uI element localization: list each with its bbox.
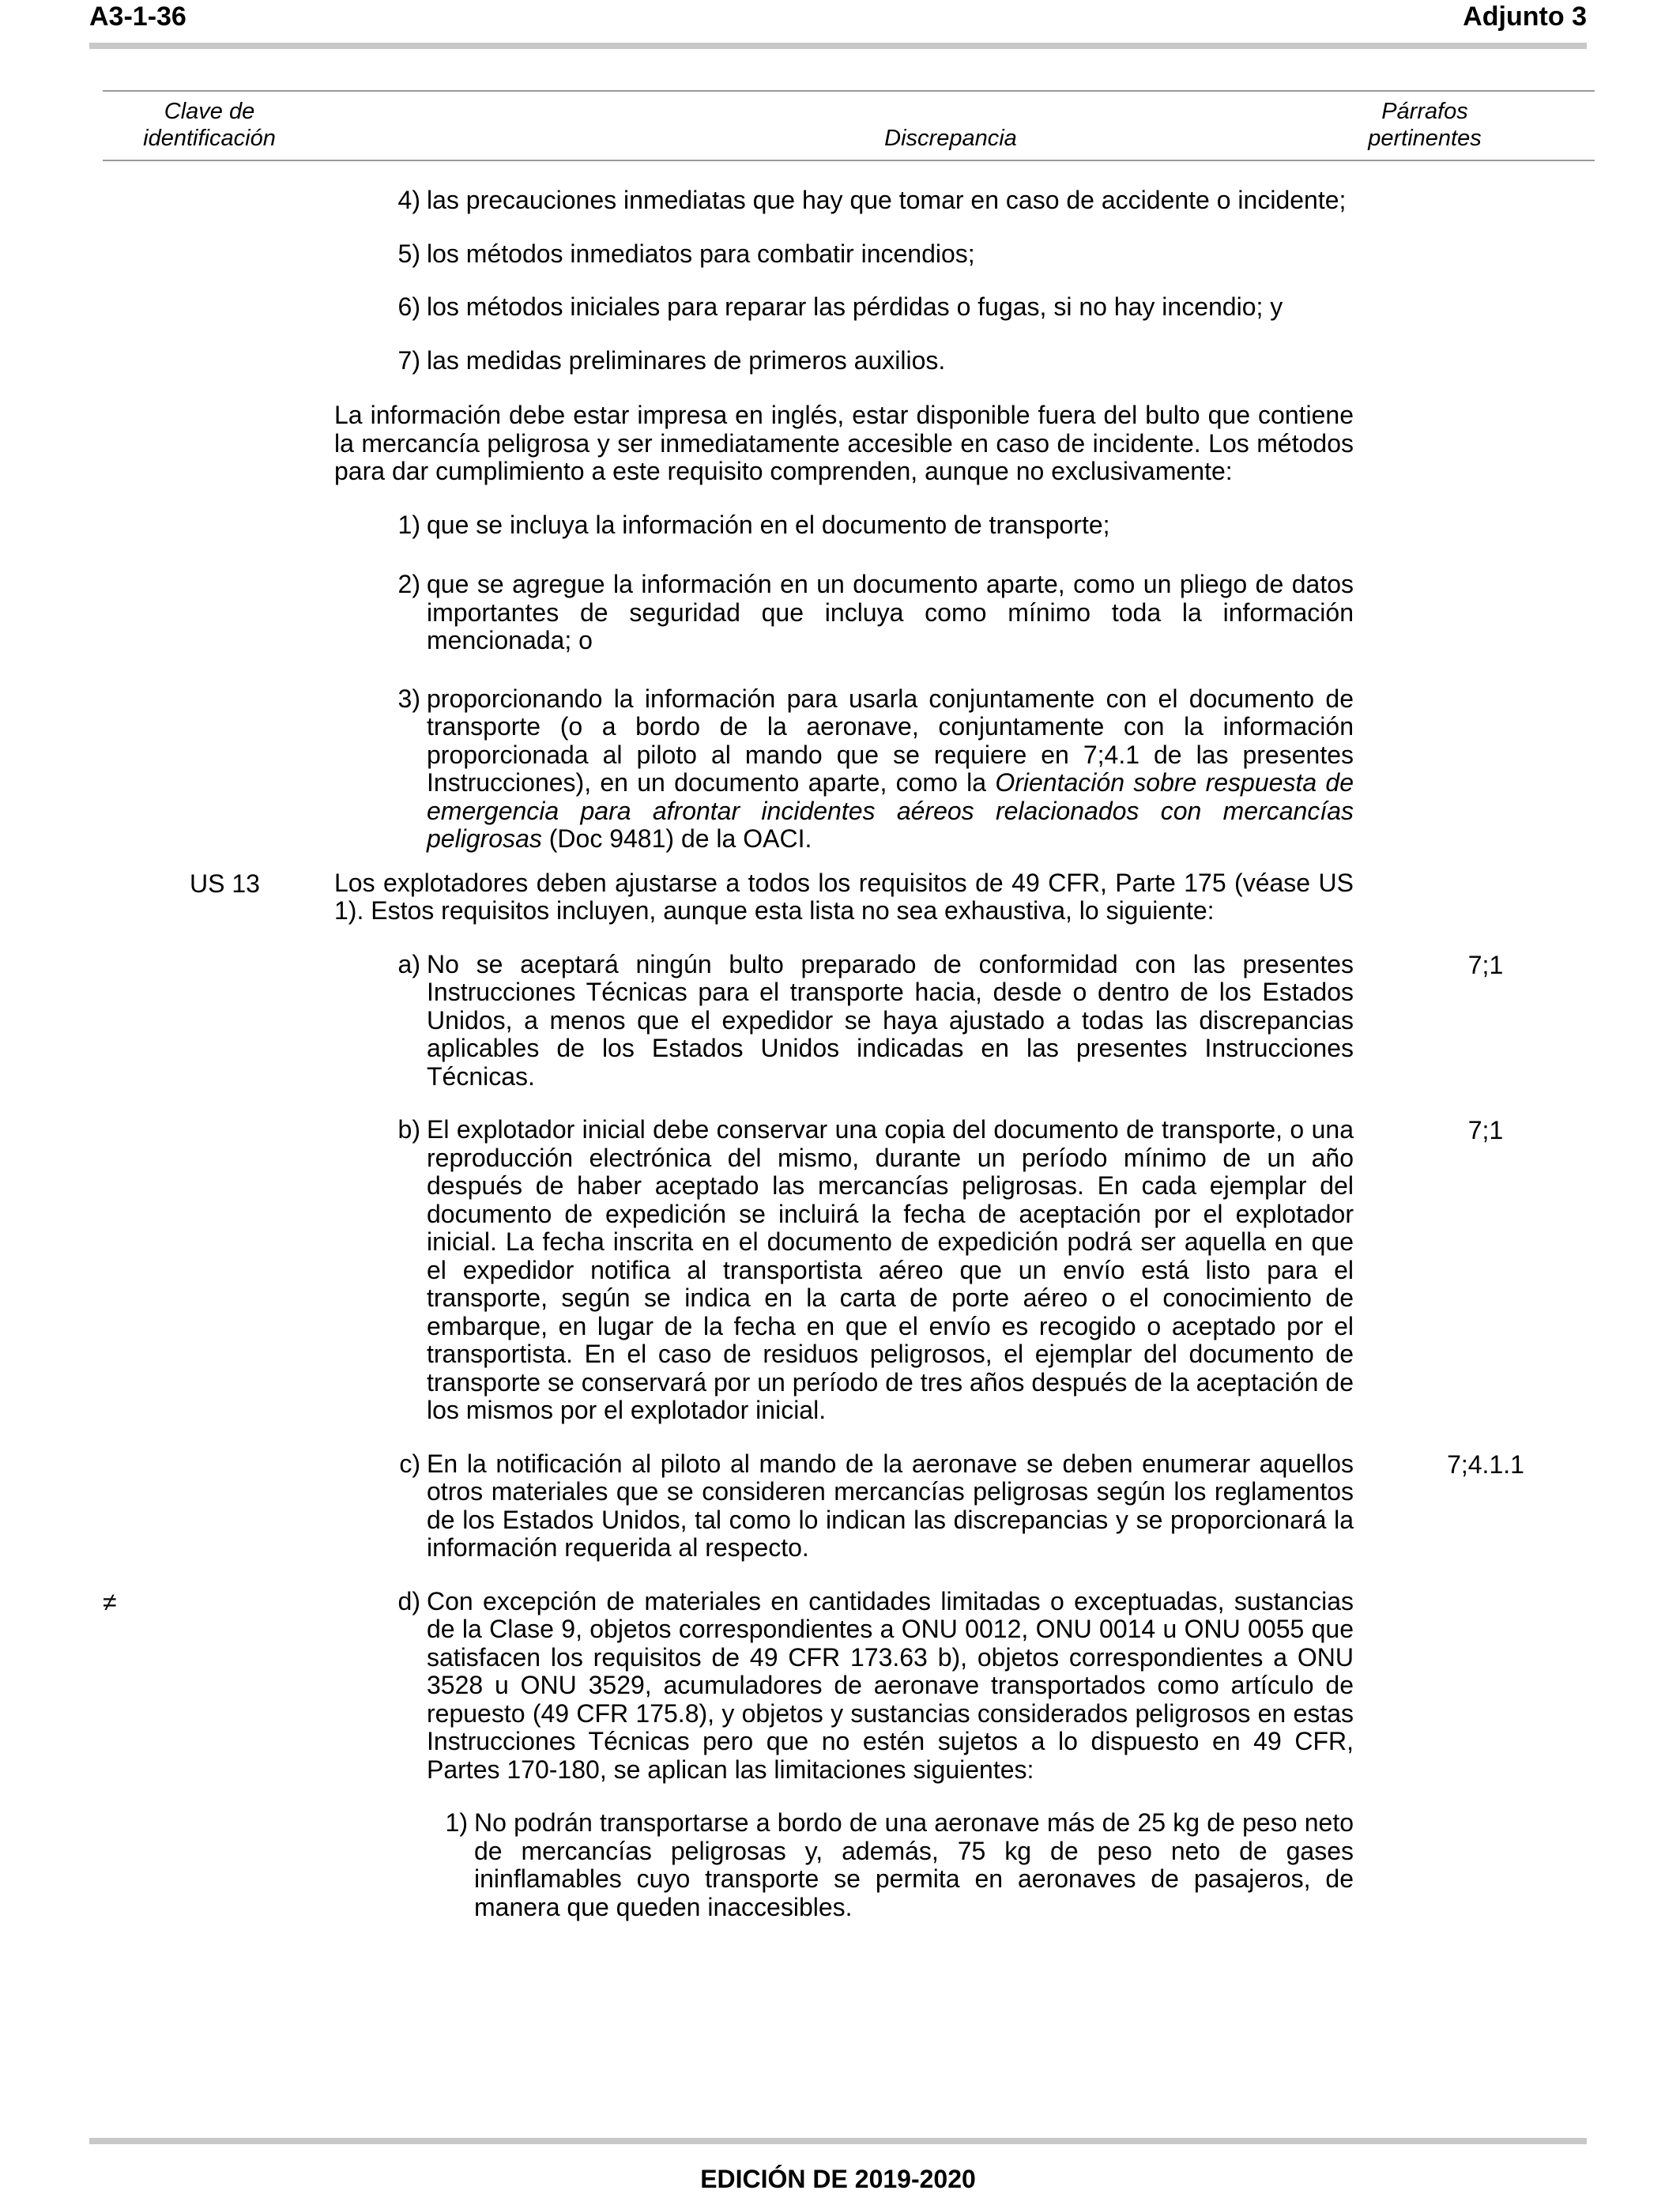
column-heading-paragraphs-line2: pertinentes bbox=[1368, 126, 1482, 151]
us13-intro: Los explotadores deben ajustarse a todos los requisitos de 49 CFR, Parte 175 (véase US 1). Estos requisitos incluyen, aunque esta lista no sea exhaustiva, lo siguiente: bbox=[334, 868, 1354, 925]
column-heading-top-rule bbox=[103, 90, 1595, 92]
list-item-text: los métodos iniciales para reparar las pérdidas o fugas, si no hay incendio; y bbox=[427, 292, 1283, 321]
column-headings bbox=[103, 90, 1595, 161]
change-mark: ≠ bbox=[103, 1587, 117, 1616]
us13-item-d bbox=[0, 1588, 1680, 1785]
page-header bbox=[89, 0, 1587, 49]
column-heading-key bbox=[103, 98, 316, 152]
list-item-label: 6) bbox=[397, 292, 420, 321]
list-item-label: 4) bbox=[397, 186, 420, 214]
column-heading-paragraphs bbox=[1267, 98, 1583, 152]
method-item bbox=[397, 510, 1354, 540]
column-heading-key-line1: Clave de bbox=[164, 99, 255, 124]
paragraph-reference: 7;1 bbox=[1467, 1116, 1504, 1144]
list-item-text: En la notificación al piloto al mando de la aeronave se deben enumerar aquellos otros materiales que se consideren mercancías peligrosas según los reglamentos de los Estados Unidos, tal como lo indican las discrepancias y se proporcionará la información requerida al respecto. bbox=[427, 1449, 1354, 1562]
sub-item bbox=[445, 1808, 1354, 1921]
paragraph-reference: 7;4.1.1 bbox=[1447, 1449, 1524, 1479]
sub-item-label: 1) bbox=[445, 1808, 468, 1837]
method-item-text: que se agregue la información en un documento aparte, como un pliego de datos importantes de seguridad que incluya como mínimo toda la información mencionada; o bbox=[427, 570, 1354, 654]
section-title: Adjunto 3 bbox=[1463, 2, 1587, 32]
list-item-label: d) bbox=[397, 1586, 420, 1615]
us13-row bbox=[0, 869, 1680, 925]
list-item-label: c) bbox=[399, 1449, 420, 1478]
list-item bbox=[397, 345, 1354, 375]
column-heading-key-line2: identificación bbox=[143, 126, 276, 151]
edition-label: EDICIÓN DE 2019-2020 bbox=[700, 2165, 976, 2193]
us13-item-c bbox=[0, 1450, 1680, 1563]
list-item-label: 5) bbox=[397, 239, 420, 268]
column-heading-paragraphs-line1: Párrafos bbox=[1381, 99, 1468, 124]
paragraph-reference: 7;1 bbox=[1467, 950, 1504, 979]
list-item bbox=[397, 239, 1354, 269]
doc-title-italic: Orientación sobre respuesta de emergencia para afrontar incidentes aéreos relacionados con mercancías peligrosas bbox=[427, 768, 1354, 853]
column-heading-bottom-rule bbox=[103, 160, 1595, 161]
header-rule bbox=[89, 43, 1587, 49]
list-item bbox=[397, 186, 1354, 215]
identification-key: US 13 bbox=[190, 869, 260, 898]
list-item bbox=[399, 1449, 1354, 1563]
method-item-label: 3) bbox=[397, 684, 420, 713]
sub-item-text: No podrán transportarse a bordo de una aeronave más de 25 kg de peso neto de mercancías peligrosas y, además, 75 kg de peso neto de gases ininflamables cuyo transporte se permita en aeronaves de pasajeros, de manera que queden inaccesibles. bbox=[474, 1808, 1354, 1921]
list-item-label: b) bbox=[397, 1115, 420, 1144]
method-item-text: que se incluya la información en el documento de transporte; bbox=[427, 510, 1110, 539]
list-item-text: Con excepción de materiales en cantidades limitadas o exceptuadas, sustancias de la Clase 9, objetos correspondientes a ONU 0012, ONU 0014 u ONU 0055 que satisfacen los requisitos de 49 CFR 173.63 b), objetos correspondientes a ONU 3528 u ONU 3529, acumuladores de aeronave transportados como artículo de repuesto (49 CFR 175.8), y objetos y sustancias considerados peligrosos en estas Instrucciones Técnicas pero que no estén sujetos a lo dispuesto en 49 CFR, Partes 170-180, se aplican las limitaciones siguientes: bbox=[427, 1586, 1354, 1784]
list-item bbox=[397, 1586, 1354, 1785]
us13-item-a bbox=[0, 951, 1680, 1091]
list-item bbox=[397, 949, 1354, 1091]
list-item-text: El explotador inicial debe conservar una copia del documento de transporte, o una reproducción electrónica del mismo, durante un período mínimo de un año después de haber aceptado las mercancías peligrosas. En cada ejemplar del documento de expedición se incluirá la fecha de aceptación por el explotador inicial. La fecha inscrita en el documento de expedición podrá ser aquella en que el expedidor notifica al transportista aéreo que un envío está listo para el transporte, según se indica en la carta de porte aéreo o el conocimiento de embarque, en lugar de la fecha en que el envío es recogido o aceptado por el transportista. En el caso de residuos peligrosos, el ejemplar del documento de transporte se conservará por un período de tres años después de la aceptación de los mismos por el explotador inicial. bbox=[427, 1115, 1354, 1424]
method-item-label: 2) bbox=[397, 570, 420, 598]
list-item-text: las medidas preliminares de primeros auxilios. bbox=[427, 345, 946, 375]
list-item-label: 7) bbox=[397, 345, 420, 375]
list-item bbox=[397, 1115, 1354, 1425]
us13-item-b bbox=[0, 1116, 1680, 1425]
list-item bbox=[397, 292, 1354, 322]
document-body bbox=[0, 187, 1680, 1921]
list-item-text: los métodos inmediatos para combatir incendios; bbox=[427, 239, 975, 268]
column-heading-discrepancy: Discrepancia bbox=[884, 126, 1017, 151]
info-paragraph: La información debe estar impresa en inglés, estar disponible fuera del bulto que contiene la mercancía peligrosa y ser inmediatamente accesible en caso de incidente. Los métodos para dar cumplimiento a este requisito comprenden, aunque no exclusivamente: bbox=[334, 401, 1354, 485]
method-item-label: 1) bbox=[397, 510, 420, 539]
footer-rule bbox=[89, 2138, 1587, 2144]
list-item-label: a) bbox=[397, 949, 420, 978]
method-text-pre: proporcionando la información para usarla conjuntamente con el documento de transporte (o a bordo de la aeronave, conjuntamente con la información proporcionada al piloto al mando que se requiere en 7;4.1 de las presentes Instrucciones), en un documento aparte, como la bbox=[427, 684, 1354, 797]
page-footer bbox=[89, 2138, 1587, 2193]
method-item-text bbox=[427, 685, 1354, 854]
list-item-text: las precauciones inmediatas que hay que tomar en caso de accidente o incidente; bbox=[427, 186, 1347, 214]
method-item bbox=[397, 570, 1354, 655]
method-text-post: (Doc 9481) de la OACI. bbox=[541, 824, 812, 853]
page-number: A3-1-36 bbox=[89, 2, 186, 32]
list-item-text: No se aceptará ningún bulto preparado de conformidad con las presentes Instrucciones Técnicas para el transporte hacia, desde o dentro de los Estados Unidos, a menos que el expedidor se haya ajustado a todas las discrepancias aplicables de los Estados Unidos indicadas en las presentes Instrucciones Técnicas. bbox=[427, 949, 1354, 1091]
method-item bbox=[397, 684, 1354, 854]
